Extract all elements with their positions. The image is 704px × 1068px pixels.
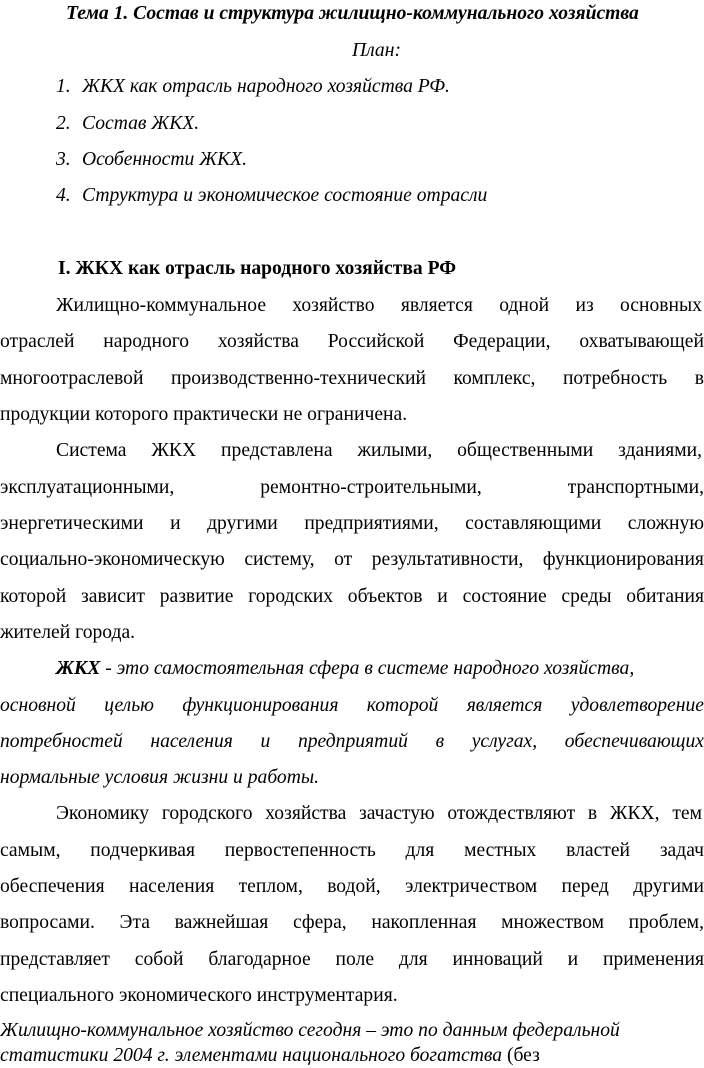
- word: самым,: [0, 840, 61, 861]
- word: представлена: [221, 440, 333, 461]
- plan-item-number: 2.: [56, 113, 71, 134]
- word: в: [694, 368, 704, 389]
- plan-item-2: [56, 114, 199, 134]
- definition-term: ЖКХ: [56, 658, 101, 679]
- word: представляет: [0, 949, 110, 970]
- paragraph-line: [0, 841, 704, 861]
- paragraph-line: Жилищно-коммунальное хозяйство сегодня – это по данным федеральной: [0, 1020, 620, 1041]
- paragraph-line: жителей города.: [0, 622, 136, 643]
- word: которой: [366, 695, 439, 716]
- word: комплекс,: [453, 368, 536, 389]
- word: потребностей: [0, 731, 123, 752]
- word: Эта: [119, 912, 150, 933]
- word: среды: [561, 586, 612, 607]
- word: объектов: [347, 586, 423, 607]
- paragraph-text-regular: (без: [502, 1045, 540, 1066]
- plan-item-text: Состав ЖКХ.: [82, 113, 200, 134]
- paragraph-line: [56, 441, 702, 461]
- word: первостепенность: [224, 840, 376, 861]
- paragraph-line: [0, 478, 704, 498]
- word: предприятий: [297, 731, 408, 752]
- paragraph-text-italic: статистики 2004 г. элементами национального богатства: [0, 1045, 503, 1066]
- word: поле: [335, 949, 375, 970]
- word: зачастую: [359, 803, 435, 824]
- paragraph-line: специального экономического инструментария.: [0, 985, 398, 1006]
- word: населения: [128, 876, 215, 897]
- word: множеством: [501, 912, 604, 933]
- word: проблем,: [628, 912, 704, 933]
- word: основных: [620, 295, 702, 316]
- word: местных: [464, 840, 537, 861]
- word: другими: [633, 876, 704, 897]
- word: обитания: [626, 586, 704, 607]
- word: важнейшая: [174, 912, 269, 933]
- plan-item-4: [56, 186, 487, 206]
- word: функционирования: [542, 549, 704, 570]
- word: применения: [602, 949, 704, 970]
- word: целью: [104, 695, 154, 716]
- word: и: [437, 586, 448, 607]
- definition-text: - это самостоятельная сфера в системе народного хозяйства,: [100, 658, 635, 679]
- word: зданиями,: [618, 440, 702, 461]
- plan-item-3: [56, 150, 247, 170]
- word: от: [334, 549, 353, 570]
- word: общественными: [457, 440, 594, 461]
- paragraph-line: [56, 296, 702, 316]
- word: вопросами.: [0, 912, 95, 933]
- paragraph-line: продукции которого практически не ограничена.: [0, 404, 408, 425]
- word: водой,: [327, 876, 381, 897]
- word: Федерации,: [453, 331, 551, 352]
- plan-item-number: 1.: [56, 76, 71, 97]
- word: отраслей: [0, 331, 75, 352]
- word: предприятиями,: [304, 513, 439, 534]
- word: ЖКХ,: [609, 803, 660, 824]
- word: и: [567, 949, 579, 970]
- paragraph-line: [56, 804, 702, 824]
- paragraph-line: [0, 369, 704, 389]
- word: перед: [561, 876, 609, 897]
- word: благодарное: [208, 949, 311, 970]
- word: Система: [56, 440, 127, 461]
- word: одной: [499, 295, 550, 316]
- word: Экономику: [56, 803, 150, 824]
- word: теплом,: [238, 876, 303, 897]
- plan-item-1: [56, 77, 450, 97]
- word: задач: [659, 840, 704, 861]
- plan-item-text: Структура и экономическое состояние отрасли: [82, 185, 488, 206]
- plan-item-text: ЖКХ как отрасль народного хозяйства РФ.: [82, 76, 450, 97]
- word: для: [398, 949, 428, 970]
- paragraph-line: [0, 332, 704, 352]
- word: является: [466, 695, 543, 716]
- word: ЖКХ: [151, 440, 197, 461]
- word: хозяйство: [292, 295, 375, 316]
- paragraph-line: [0, 913, 704, 933]
- definition-line: [0, 696, 704, 716]
- word: удовлетворение: [570, 695, 704, 716]
- word: из: [575, 295, 594, 316]
- word: охватывающей: [579, 331, 704, 352]
- word: электричеством: [405, 876, 538, 897]
- plan-item-text: Особенности ЖКХ.: [82, 149, 248, 170]
- word: потребность: [562, 368, 668, 389]
- word: состояние: [462, 586, 547, 607]
- word: для: [405, 840, 435, 861]
- paragraph-line: [0, 950, 704, 970]
- definition-line: [56, 659, 702, 679]
- word: хозяйства: [265, 803, 347, 824]
- definition-line: нормальные условия жизни и работы.: [0, 767, 320, 788]
- word: собой: [134, 949, 184, 970]
- word: составляющими: [465, 513, 602, 534]
- word: производственно-технический: [170, 368, 426, 389]
- word: народного: [103, 331, 190, 352]
- word: энергетическими: [0, 513, 144, 534]
- paragraph-line: [0, 587, 704, 607]
- word: транспортными,: [567, 477, 704, 498]
- word: отождествляют: [447, 803, 576, 824]
- word: результативности,: [371, 549, 524, 570]
- plan-item-number: 3.: [56, 149, 71, 170]
- word: обеспечения: [0, 876, 105, 897]
- paragraph-line: [0, 877, 704, 897]
- definition-line: [0, 732, 704, 752]
- word: ремонтно-строительными,: [260, 477, 482, 498]
- word: обеспечивающих: [564, 731, 704, 752]
- word: основной: [0, 695, 76, 716]
- word: в: [435, 731, 445, 752]
- word: социально-экономическую: [0, 549, 225, 570]
- word: и: [260, 731, 271, 752]
- plan-item-number: 4.: [56, 185, 71, 206]
- word: систему,: [244, 549, 315, 570]
- word: городских: [248, 586, 334, 607]
- word: хозяйства: [217, 331, 299, 352]
- paragraph-line: [0, 550, 704, 570]
- word: является: [400, 295, 473, 316]
- word: тем: [672, 803, 702, 824]
- word: эксплуатационными,: [0, 477, 175, 498]
- word: городского: [161, 803, 253, 824]
- word: функционирования: [182, 695, 339, 716]
- section-heading: I. ЖКХ как отрасль народного хозяйства РФ: [58, 258, 457, 279]
- word: многоотраслевой: [0, 368, 144, 389]
- word: инноваций: [452, 949, 543, 970]
- word: Российской: [327, 331, 425, 352]
- word: накопленная: [371, 912, 477, 933]
- word: и: [170, 513, 181, 534]
- word: зависит: [81, 586, 145, 607]
- word: Жилищно-коммунальное: [56, 295, 267, 316]
- paragraph-line: [0, 1046, 704, 1066]
- word: другими: [207, 513, 278, 534]
- word: услугах,: [471, 731, 538, 752]
- plan-label: План:: [352, 40, 401, 61]
- word: сложную: [627, 513, 704, 534]
- word: в: [587, 803, 598, 824]
- word: населения: [150, 731, 233, 752]
- paragraph-line: [0, 514, 704, 534]
- word: подчеркивая: [90, 840, 196, 861]
- document-title: Тема 1. Состав и структура жилищно-коммунального хозяйства: [66, 3, 639, 24]
- word: жилыми,: [357, 440, 433, 461]
- word: сфера,: [292, 912, 347, 933]
- word: развитие: [159, 586, 234, 607]
- word: властей: [566, 840, 631, 861]
- word: которой: [0, 586, 67, 607]
